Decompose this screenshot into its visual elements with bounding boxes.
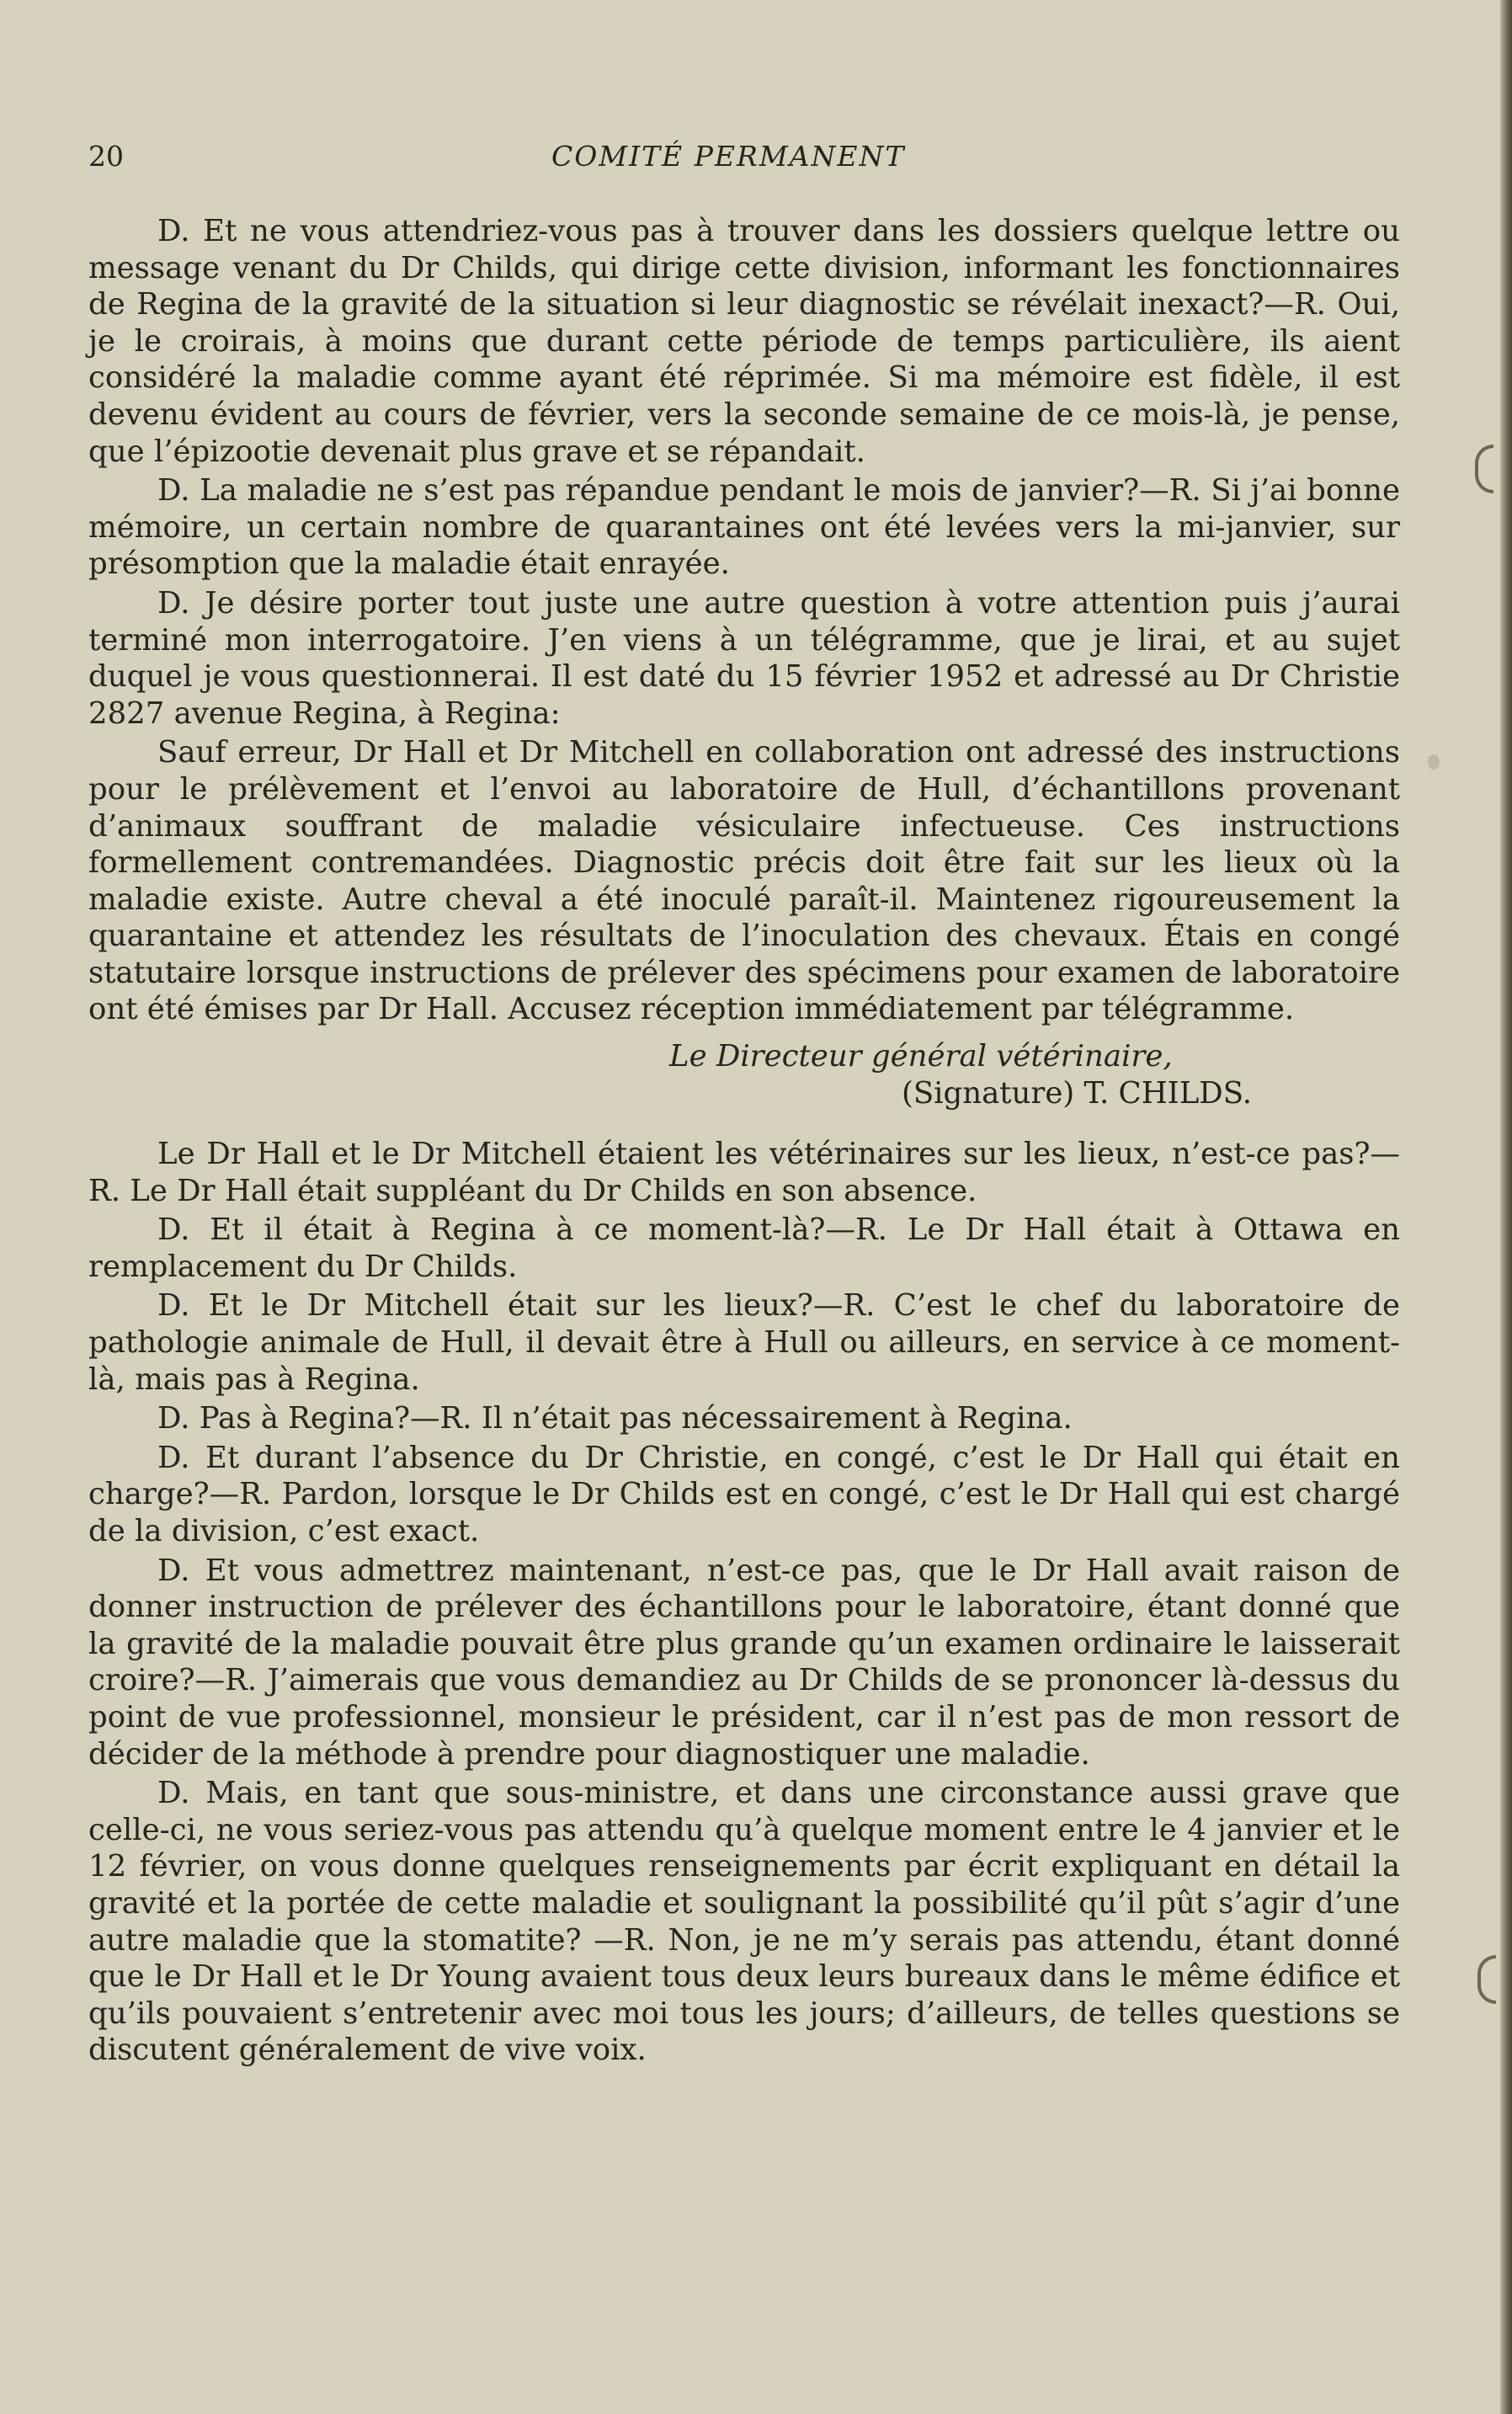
paragraph: D. Pas à Regina?—R. Il n’était pas nécessairement à Regina. (157, 1401, 1073, 1436)
paragraph: D. Et le Dr Mitchell était sur les lieux?—R. C’est le chef du laboratoire de pathologie animale de Hull, il devait être à Hull ou ailleurs, en service à ce moment-là, mais pas à Regina. (88, 1288, 1400, 1397)
paragraph: D. Et vous admettrez maintenant, n’est-ce pas, que le Dr Hall avait raison de donner instruction de prélever des échantillons pour le laboratoire, étant donné que la gravité de la maladie pouvait être plus grande qu’un examen ordinaire le laisserait croire?—R. J’aimerais que vous demandiez au Dr Childs de se prononcer là-dessus du point de vue professionnel, monsieur le président, car il n’est pas de mon ressort de décider de la méthode à prendre pour diagnostiquer une maladie. (88, 1553, 1400, 1772)
telegram-text: Sauf erreur, Dr Hall et Dr Mitchell en collaboration ont adressé des instructions pour le prélèvement et l’envoi au laboratoire de Hull, d’échantillons provenant d’animaux souffrant de maladie vésiculaire infectueuse. Ces instructions formellement contremandées. Diagnostic précis doit être fait sur les lieux où la maladie existe. Autre cheval a été inoculé paraît-il. Maintenez rigoureusement la quarantaine et attendez les résultats de l’inoculation des chevaux. Étais en congé statutaire lorsque instructions de prélever des spécimens pour examen de laboratoire ont été émises par Dr Hall. Accusez réception immédiatement par télégramme. (88, 735, 1400, 1027)
paper-smudge (1428, 754, 1440, 770)
running-title: COMITÉ PERMANENT (551, 140, 906, 173)
margin-binding-mark (1475, 445, 1493, 493)
paragraph: D. La maladie ne s’est pas répandue pendant le mois de janvier?—R. Si j’ai bonne mémoire, un certain nombre de quarantaines ont été levées vers la mi-janvier, sur présomption que la maladie était enrayée. (88, 473, 1400, 582)
page-body (88, 213, 1400, 2071)
telegram-signature (88, 1038, 1400, 1112)
signature-title: Le Directeur général vétérinaire, (669, 1039, 1173, 1074)
page-header (88, 140, 1402, 182)
paragraph: D. Je désire porter tout juste une autre question à votre attention puis j’aurai terminé mon interrogatoire. J’en viens à un télégramme, que je lirai, et au sujet duquel je vous questionnerai. Il est daté du 15 février 1952 et adressé au Dr Christie 2827 avenue Regina, à Regina: (88, 585, 1400, 731)
paragraph: Le Dr Hall et le Dr Mitchell étaient les vétérinaires sur les lieux, n’est-ce pas?—R. Le Dr Hall était suppléant du Dr Childs en son absence. (88, 1137, 1400, 1208)
page-edge-shadow (1500, 0, 1512, 2414)
paragraph: D. Mais, en tant que sous-ministre, et dans une circonstance aussi grave que celle-ci, ne vous seriez-vous pas attendu qu’à quelque moment entre le 4 janvier et le 12 février, on vous donne quelques renseignements par écrit expliquant en détail la gravité et la portée de cette maladie et soulignant la possibilité qu’il pût s’agir d’une autre maladie que la stomatite? —R. Non, je ne m’y serais pas attendu, étant donné que le Dr Hall et le Dr Young avaient tous deux leurs bureaux dans le même édifice et qu’ils pouvaient s’entretenir avec moi tous les jours; d’ailleurs, de telles questions se discutent généralement de vive voix. (88, 1776, 1400, 2068)
signature-name: (Signature) T. CHILDS. (902, 1076, 1253, 1111)
page-number: 20 (88, 140, 124, 173)
paragraph: D. Et durant l’absence du Dr Christie, en congé, c’est le Dr Hall qui était en charge?—R. Pardon, lorsque le Dr Childs est en congé, c’est le Dr Hall qui est chargé de la division, c’est exact. (88, 1440, 1400, 1548)
paragraph: D. Et il était à Regina à ce moment-là?—R. Le Dr Hall était à Ottawa en remplacement du Dr Childs. (88, 1212, 1400, 1284)
paragraph: D. Et ne vous attendriez-vous pas à trouver dans les dossiers quelque lettre ou message venant du Dr Childs, qui dirige cette division, informant les fonctionnaires de Regina de la gravité de la situation si leur diagnostic se révélait inexact?—R. Oui, je le croirais, à moins que durant cette période de temps particulière, ils aient considéré la maladie comme ayant été réprimée. Si ma mémoire est fidèle, il est devenu évident au cours de février, vers la seconde semaine de ce mois-là, je pense, que l’épizootie devenait plus grave et se répandait. (88, 214, 1400, 469)
margin-binding-mark (1477, 1955, 1496, 2004)
